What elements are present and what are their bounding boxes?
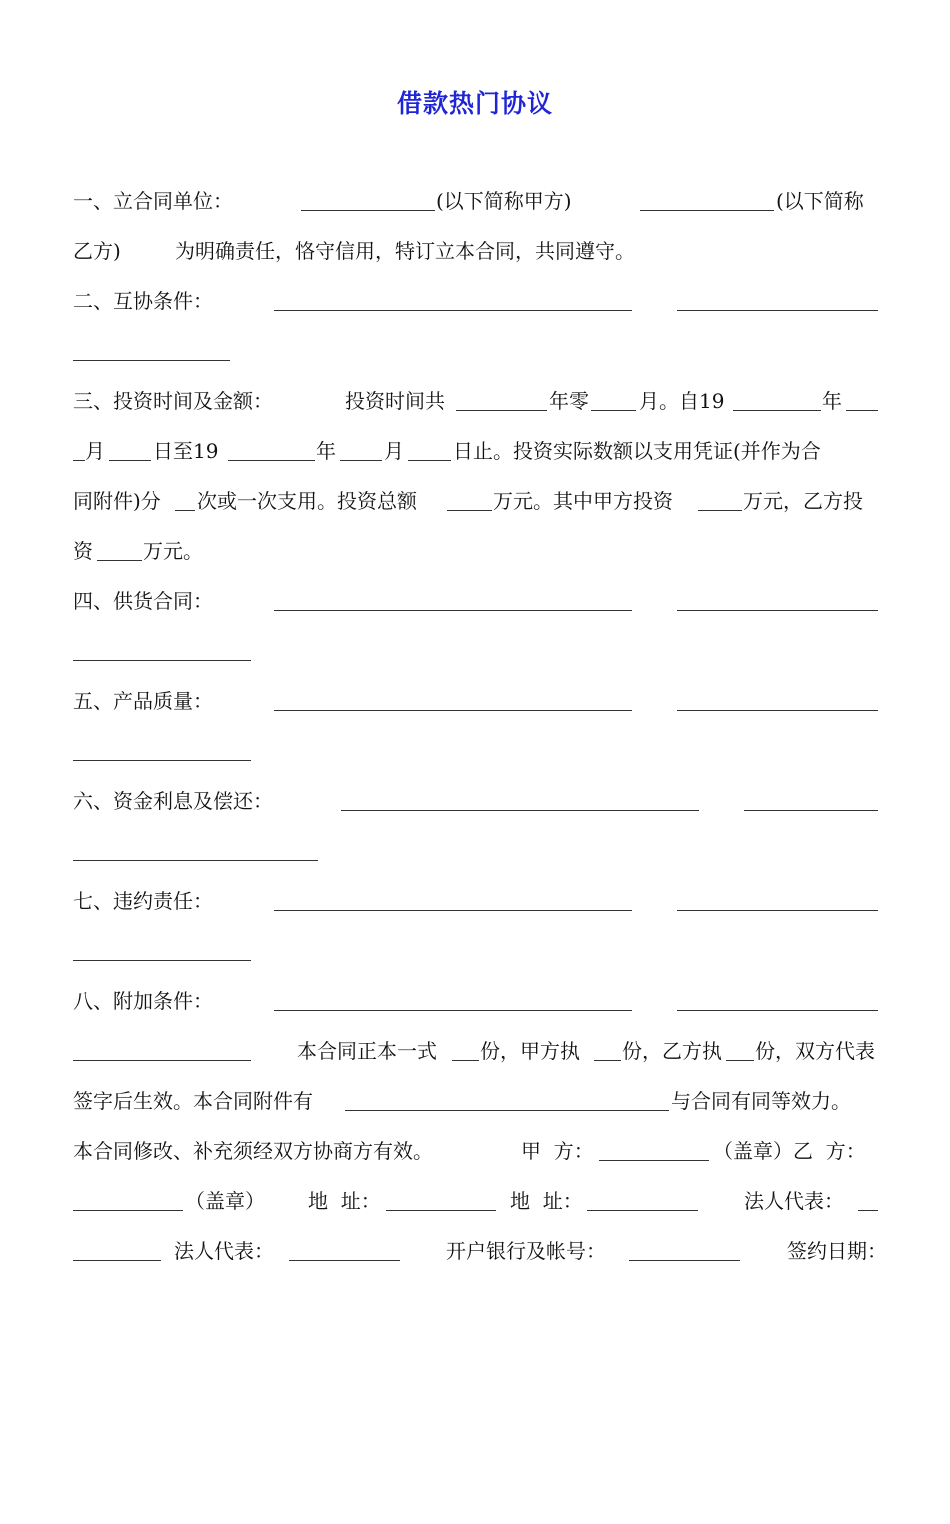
clause-3-text: 月。自19	[639, 389, 725, 413]
end-day-blank	[408, 460, 451, 461]
clause-6-blank-2	[744, 810, 878, 811]
clause-7-line-1	[73, 884, 878, 918]
legal-rep-a-blank	[858, 1210, 878, 1211]
start-month-blank-cont	[73, 460, 85, 461]
sign-date-label: 签约日期：	[787, 1239, 887, 1263]
copies-party-a-blank	[594, 1060, 621, 1061]
clause-8-blank-2	[677, 1010, 878, 1011]
clause-1-line-1	[73, 184, 878, 218]
start-year-blank	[733, 410, 821, 411]
clause-3-text: 月	[85, 439, 105, 463]
copies-total-blank	[452, 1060, 479, 1061]
clause-7-blank-3	[73, 960, 251, 961]
clause-2-blank-2	[677, 310, 878, 311]
clause-3-text: 日至19	[153, 439, 219, 463]
clause-6-line-1	[73, 784, 878, 818]
address-a-label: 地 址：	[308, 1189, 381, 1213]
copies-text: 份，甲方执	[480, 1039, 580, 1063]
clause-4-blank-2	[677, 610, 878, 611]
party-b-signature-blank	[73, 1210, 183, 1211]
clause-8-line-2	[73, 1034, 878, 1068]
clause-3-text: 月	[384, 439, 404, 463]
total-investment-blank	[447, 510, 492, 511]
clause-8-line-5	[73, 1184, 878, 1218]
copies-party-b-blank	[726, 1060, 754, 1061]
clause-1-label: 一、立合同单位：	[73, 189, 233, 213]
bank-account-blank	[629, 1260, 740, 1261]
clause-3-text: 万元。其中甲方投资	[493, 489, 673, 513]
clause-5-blank-3	[73, 760, 251, 761]
clause-3-line-2	[73, 434, 878, 468]
clause-3-text: 日止。投资实际数额以支用凭证(并作为合	[453, 439, 821, 463]
bank-account-label: 开户银行及帐号：	[446, 1239, 606, 1263]
installments-blank	[175, 510, 195, 511]
end-year-blank	[228, 460, 315, 461]
amendment-text: 本合同修改、补充须经双方协商方有效。	[73, 1139, 433, 1163]
document-title: 借款热门协议	[396, 89, 553, 118]
clause-3-text: 年	[822, 389, 842, 413]
clause-5-blank-2	[677, 710, 878, 711]
clause-8-blank-1	[274, 1010, 632, 1011]
clause-4-label: 四、供货合同：	[73, 589, 213, 613]
seal-label: （盖章）	[185, 1189, 265, 1213]
clause-8-label: 八、附加条件：	[73, 989, 213, 1013]
clause-6-blank-1	[341, 810, 699, 811]
clause-1-line-2	[73, 234, 878, 268]
clause-3-label: 三、投资时间及金额：	[73, 389, 273, 413]
clause-5-blank-1	[274, 710, 632, 711]
end-month-blank	[340, 460, 382, 461]
clause-7-label: 七、违约责任：	[73, 889, 213, 913]
legal-rep-b-blank	[289, 1260, 400, 1261]
months-blank	[591, 410, 636, 411]
clause-2-label: 二、互协条件：	[73, 289, 213, 313]
clause-3-line-3	[73, 484, 878, 518]
clause-3-text: 年零	[549, 389, 589, 413]
address-b-blank	[587, 1210, 698, 1211]
clause-4-blank-3	[73, 660, 251, 661]
years-blank	[456, 410, 547, 411]
party-b-blank	[640, 210, 774, 211]
copies-text: 份，乙方执	[622, 1039, 722, 1063]
clause-2-line-1	[73, 284, 878, 318]
copies-text: 本合同正本一式	[297, 1039, 437, 1063]
address-b-label: 地 址：	[510, 1189, 583, 1213]
clause-4-line-1	[73, 584, 878, 618]
attachments-text: 签字后生效。本合同附件有	[73, 1089, 313, 1113]
clause-2-blank-1	[274, 310, 632, 311]
clause-6-label: 六、资金利息及偿还：	[73, 789, 273, 813]
party-a-signature-blank	[599, 1160, 709, 1161]
clause-2-blank-3	[73, 360, 230, 361]
seal-party-b-label: （盖章）乙 方：	[713, 1139, 866, 1163]
clause-4-blank-1	[274, 610, 632, 611]
party-b-investment-blank	[97, 560, 142, 561]
clause-8-line-3	[73, 1084, 878, 1118]
party-a-note: (以下简称甲方)	[436, 189, 572, 213]
address-a-blank	[386, 1210, 496, 1211]
clause-7-blank-2	[677, 910, 878, 911]
clause-3-text: 万元，乙方投	[743, 489, 863, 513]
clause-3-text: 次或一次支用。投资总额	[197, 489, 417, 513]
clause-7-blank-1	[274, 910, 632, 911]
clause-8-line-6	[73, 1234, 887, 1268]
clause-3-text: 投资时间共	[345, 389, 445, 413]
start-day-blank	[109, 460, 151, 461]
party-a-investment-blank	[698, 510, 742, 511]
party-a-label: 甲 方：	[521, 1139, 594, 1163]
clause-5-line-1	[73, 684, 878, 718]
clause-5-label: 五、产品质量：	[73, 689, 213, 713]
legal-rep-a-label: 法人代表：	[744, 1189, 844, 1213]
clause-3-line-4	[73, 534, 878, 568]
attachments-blank	[345, 1110, 669, 1111]
copies-text: 份，双方代表	[755, 1039, 875, 1063]
party-b-note-continued: 乙方)	[73, 239, 121, 263]
clause-6-blank-3	[73, 860, 318, 861]
clause-1-statement: 为明确责任，恪守信用，特订立本合同，共同遵守。	[175, 239, 635, 263]
clause-8-blank-3	[73, 1060, 251, 1061]
clause-3-text: 万元。	[143, 539, 203, 563]
party-a-blank	[301, 210, 435, 211]
attachments-text: 与合同有同等效力。	[671, 1089, 851, 1113]
clause-3-text: 同附件)分	[73, 489, 161, 513]
clause-3-text: 年	[316, 439, 336, 463]
party-b-note: (以下简称	[776, 189, 864, 213]
start-month-blank	[846, 410, 878, 411]
legal-rep-a-blank-cont	[73, 1260, 161, 1261]
clause-8-line-4	[73, 1134, 878, 1168]
clause-3-line-1	[73, 384, 878, 418]
legal-rep-b-label: 法人代表：	[174, 1239, 274, 1263]
clause-8-line-1	[73, 984, 878, 1018]
clause-3-text: 资	[73, 539, 93, 563]
